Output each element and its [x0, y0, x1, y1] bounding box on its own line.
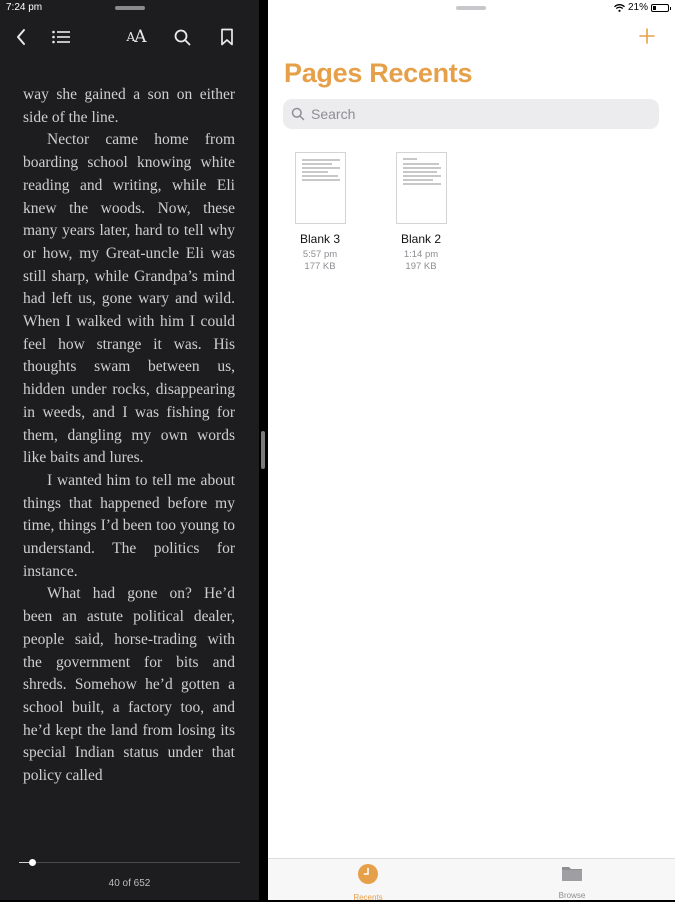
- paragraph: Nector came home from boarding school knowing white reading and writing, while Eli knew the woods. Now, these many years later, hard to tell why or how, my Great-uncle Eli was still sharp, while Grandpa’s mind had left us, gone wary and wild. When I walked with him I could feel how strange it was. His thoughts swam between us, hidden under rocks, disappearing in weeds, and I was fishing for them, dangling my own words like baits and lures.: [23, 131, 235, 467]
- bookmark-icon: [220, 28, 234, 46]
- add-document-button[interactable]: [637, 26, 657, 46]
- document-size: 197 KB: [405, 261, 437, 272]
- multitask-grabber-right[interactable]: [456, 6, 486, 10]
- split-view-handle[interactable]: [261, 431, 265, 469]
- font-size-button[interactable]: [124, 24, 148, 50]
- paragraph: way she gained a son on either side of the line.: [23, 86, 235, 126]
- document-item[interactable]: [280, 152, 360, 273]
- status-bar-right: [614, 2, 669, 13]
- multitask-grabber-left[interactable]: [115, 6, 145, 10]
- book-page-text[interactable]: [23, 84, 235, 788]
- progress-knob[interactable]: [29, 859, 36, 866]
- chevron-left-icon: [15, 28, 27, 46]
- paragraph: I wanted him to tell me about things that happened before my time, things I’d been too young to understand. The politics for instance.: [23, 471, 235, 580]
- battery-percent: 21%: [627, 2, 648, 13]
- page-title: Pages Recents: [284, 58, 473, 88]
- plus-icon: [637, 26, 657, 46]
- document-name: Blank 3: [299, 232, 341, 246]
- search-bar[interactable]: [283, 99, 659, 129]
- folder-icon: [561, 863, 583, 883]
- list-icon: [51, 29, 71, 45]
- tab-recents-label: Recents: [353, 893, 383, 902]
- reading-progress-slider[interactable]: [19, 862, 240, 863]
- font-label-large: A: [134, 27, 146, 47]
- document-thumbnail: [295, 152, 346, 224]
- wifi-icon: [614, 4, 625, 12]
- clock-icon: [357, 863, 379, 885]
- search-icon: [174, 29, 191, 46]
- table-of-contents-button[interactable]: [50, 24, 72, 50]
- tab-bar: [268, 858, 675, 900]
- search-icon: [291, 107, 305, 121]
- document-size: 177 KB: [304, 261, 336, 272]
- back-button[interactable]: [12, 24, 30, 50]
- document-time: 5:57 pm: [302, 249, 338, 260]
- document-thumbnail: [396, 152, 447, 224]
- paragraph: What had gone on? He’d been an astute political dealer, people said, horse-trading with the government for bits and shreds. Somehow he’d gotten a school built, a factory too, and he’d kept the land from losing its special Indian status under that policy called: [23, 585, 235, 785]
- status-time: 7:24 pm: [6, 2, 43, 13]
- font-label-small: A: [126, 30, 135, 44]
- document-time: 1:14 pm: [403, 249, 439, 260]
- battery-icon: [651, 4, 669, 12]
- page-count: 40 of 652: [108, 878, 151, 889]
- tab-browse-label: Browse: [558, 891, 586, 900]
- bookmark-button[interactable]: [217, 24, 237, 50]
- document-item[interactable]: [381, 152, 461, 273]
- tab-browse[interactable]: [532, 863, 612, 900]
- pages-app-pane: [268, 0, 675, 900]
- search-button[interactable]: [172, 24, 192, 50]
- books-reader-pane: [0, 0, 259, 900]
- document-name: Blank 2: [400, 232, 442, 246]
- tab-recents[interactable]: [328, 863, 408, 902]
- reader-toolbar: [0, 24, 259, 50]
- search-input[interactable]: [309, 105, 633, 123]
